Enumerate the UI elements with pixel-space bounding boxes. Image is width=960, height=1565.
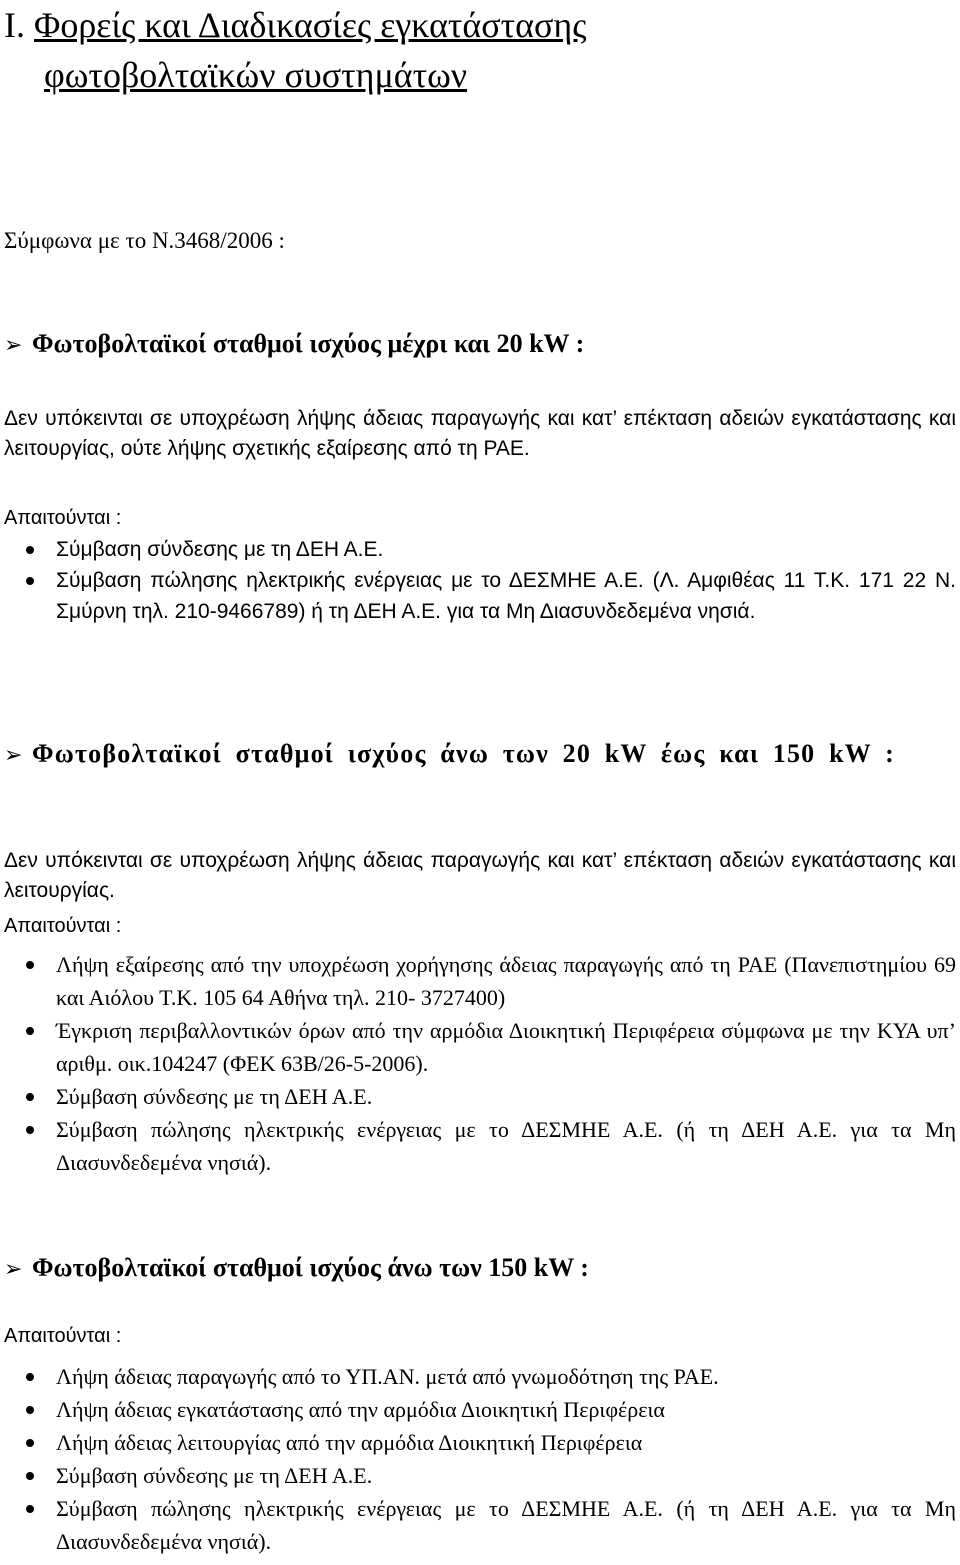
bullet-icon bbox=[26, 1505, 34, 1513]
list-item: Σύμβαση πώλησης ηλεκτρικής ενέργειας με το ΔΕΣΜΗΕ Α.Ε. (ή τη ΔΕΗ Α.Ε. για τα Μη Διασυνδεδεμένα νησιά). bbox=[0, 1113, 956, 1179]
section-heading-2 bbox=[4, 736, 954, 773]
section-2-paragraph: Δεν υπόκεινται σε υποχρέωση λήψης άδειας παραγωγής και κατ’ επέκταση αδειών εγκατάστασης και λειτουργίας. bbox=[4, 849, 956, 902]
bullet-icon bbox=[26, 577, 34, 585]
arrow-bullet-icon: ➢ bbox=[4, 742, 24, 767]
list-item: Λήψη εξαίρεσης από την υποχρέωση χορήγησης άδειας παραγωγής από τη ΡΑΕ (Πανεπιστημίου 69 και Αιόλου Τ.Κ. 105 64 Αθήνα τηλ. 210- 3727400) bbox=[0, 948, 956, 1014]
section-2-list bbox=[0, 948, 956, 1179]
section-1-list bbox=[0, 534, 956, 627]
bullet-icon bbox=[26, 1472, 34, 1480]
list-item: Λήψη άδειας παραγωγής από το ΥΠ.ΑΝ. μετά από γνωμοδότηση της ΡΑΕ. bbox=[0, 1360, 956, 1393]
section-1-required-label: Απαιτούνται : bbox=[4, 507, 122, 529]
page-title bbox=[4, 0, 944, 100]
list-item: Λήψη άδειας εγκατάστασης από την αρμόδια Διοικητική Περιφέρεια bbox=[0, 1393, 956, 1426]
list-item: Λήψη άδειας λειτουργίας από την αρμόδια Διοικητική Περιφέρεια bbox=[0, 1426, 956, 1459]
list-item: Σύμβαση σύνδεσης με τη ΔΕΗ Α.Ε. bbox=[0, 534, 956, 565]
section-3-heading-text: Φωτοβολταϊκοί σταθμοί ισχύος άνω των 150 kW : bbox=[32, 1253, 589, 1282]
bullet-icon bbox=[26, 1027, 34, 1035]
list-item: Σύμβαση πώλησης ηλεκτρικής ενέργειας με το ΔΕΣΜΗΕ Α.Ε. (ή τη ΔΕΗ Α.Ε. για τα Μη Διασυνδεδεμένα νησιά). bbox=[0, 1492, 956, 1558]
intro-text: Σύμφωνα με το Ν.3468/2006 : bbox=[4, 228, 285, 253]
bullet-icon bbox=[26, 1439, 34, 1447]
bullet-icon bbox=[26, 961, 34, 969]
section-heading-3 bbox=[4, 1250, 954, 1287]
title-line-1[interactable]: Φορείς και Διαδικασίες εγκατάστασης bbox=[34, 5, 587, 45]
arrow-bullet-icon: ➢ bbox=[4, 1256, 23, 1281]
title-number: Ι. bbox=[4, 5, 25, 45]
list-item: Έγκριση περιβαλλοντικών όρων από την αρμόδια Διοικητική Περιφέρεια σύμφωνα με την ΚΥΑ υπ’ αριθμ. οικ.104247 (ΦΕΚ 63Β/26-5-2006). bbox=[0, 1014, 956, 1080]
bullet-icon bbox=[26, 546, 34, 554]
section-1-heading-text: Φωτοβολταϊκοί σταθμοί ισχύος μέχρι και 20 kW : bbox=[32, 329, 585, 358]
bullet-icon bbox=[26, 1093, 34, 1101]
section-1-paragraph: Δεν υπόκεινται σε υποχρέωση λήψης άδειας παραγωγής και κατ’ επέκταση αδειών εγκατάστασης και λειτουργίας, ούτε λήψης σχετικής εξαίρεσης από τη ΡΑΕ. bbox=[4, 407, 956, 460]
list-item: Σύμβαση πώλησης ηλεκτρικής ενέργειας με το ΔΕΣΜΗΕ Α.Ε. (Λ. Αμφιθέας 11 Τ.Κ. 171 22 Ν. Σμύρνη τηλ. 210-9466789) ή τη ΔΕΗ Α.Ε. για τα Μη Διασυνδεδεμένα νησιά. bbox=[0, 565, 956, 627]
list-item: Σύμβαση σύνδεσης με τη ΔΕΗ Α.Ε. bbox=[0, 1080, 956, 1113]
bullet-icon bbox=[26, 1126, 34, 1134]
section-2-heading-text: Φωτοβολταϊκοί σταθμοί ισχύος άνω των 20 kW έως και 150 kW : bbox=[32, 739, 896, 768]
section-3-list bbox=[0, 1360, 956, 1558]
arrow-bullet-icon: ➢ bbox=[4, 332, 23, 357]
bullet-icon bbox=[26, 1373, 34, 1381]
section-3-required-label: Απαιτούνται : bbox=[4, 1325, 122, 1347]
bullet-icon bbox=[26, 1406, 34, 1414]
section-heading-1 bbox=[4, 326, 954, 363]
list-item: Σύμβαση σύνδεσης με τη ΔΕΗ Α.Ε. bbox=[0, 1459, 956, 1492]
section-2-required-label: Απαιτούνται : bbox=[4, 915, 122, 937]
title-line-2[interactable]: φωτοβολταϊκών συστημάτων bbox=[44, 55, 468, 95]
